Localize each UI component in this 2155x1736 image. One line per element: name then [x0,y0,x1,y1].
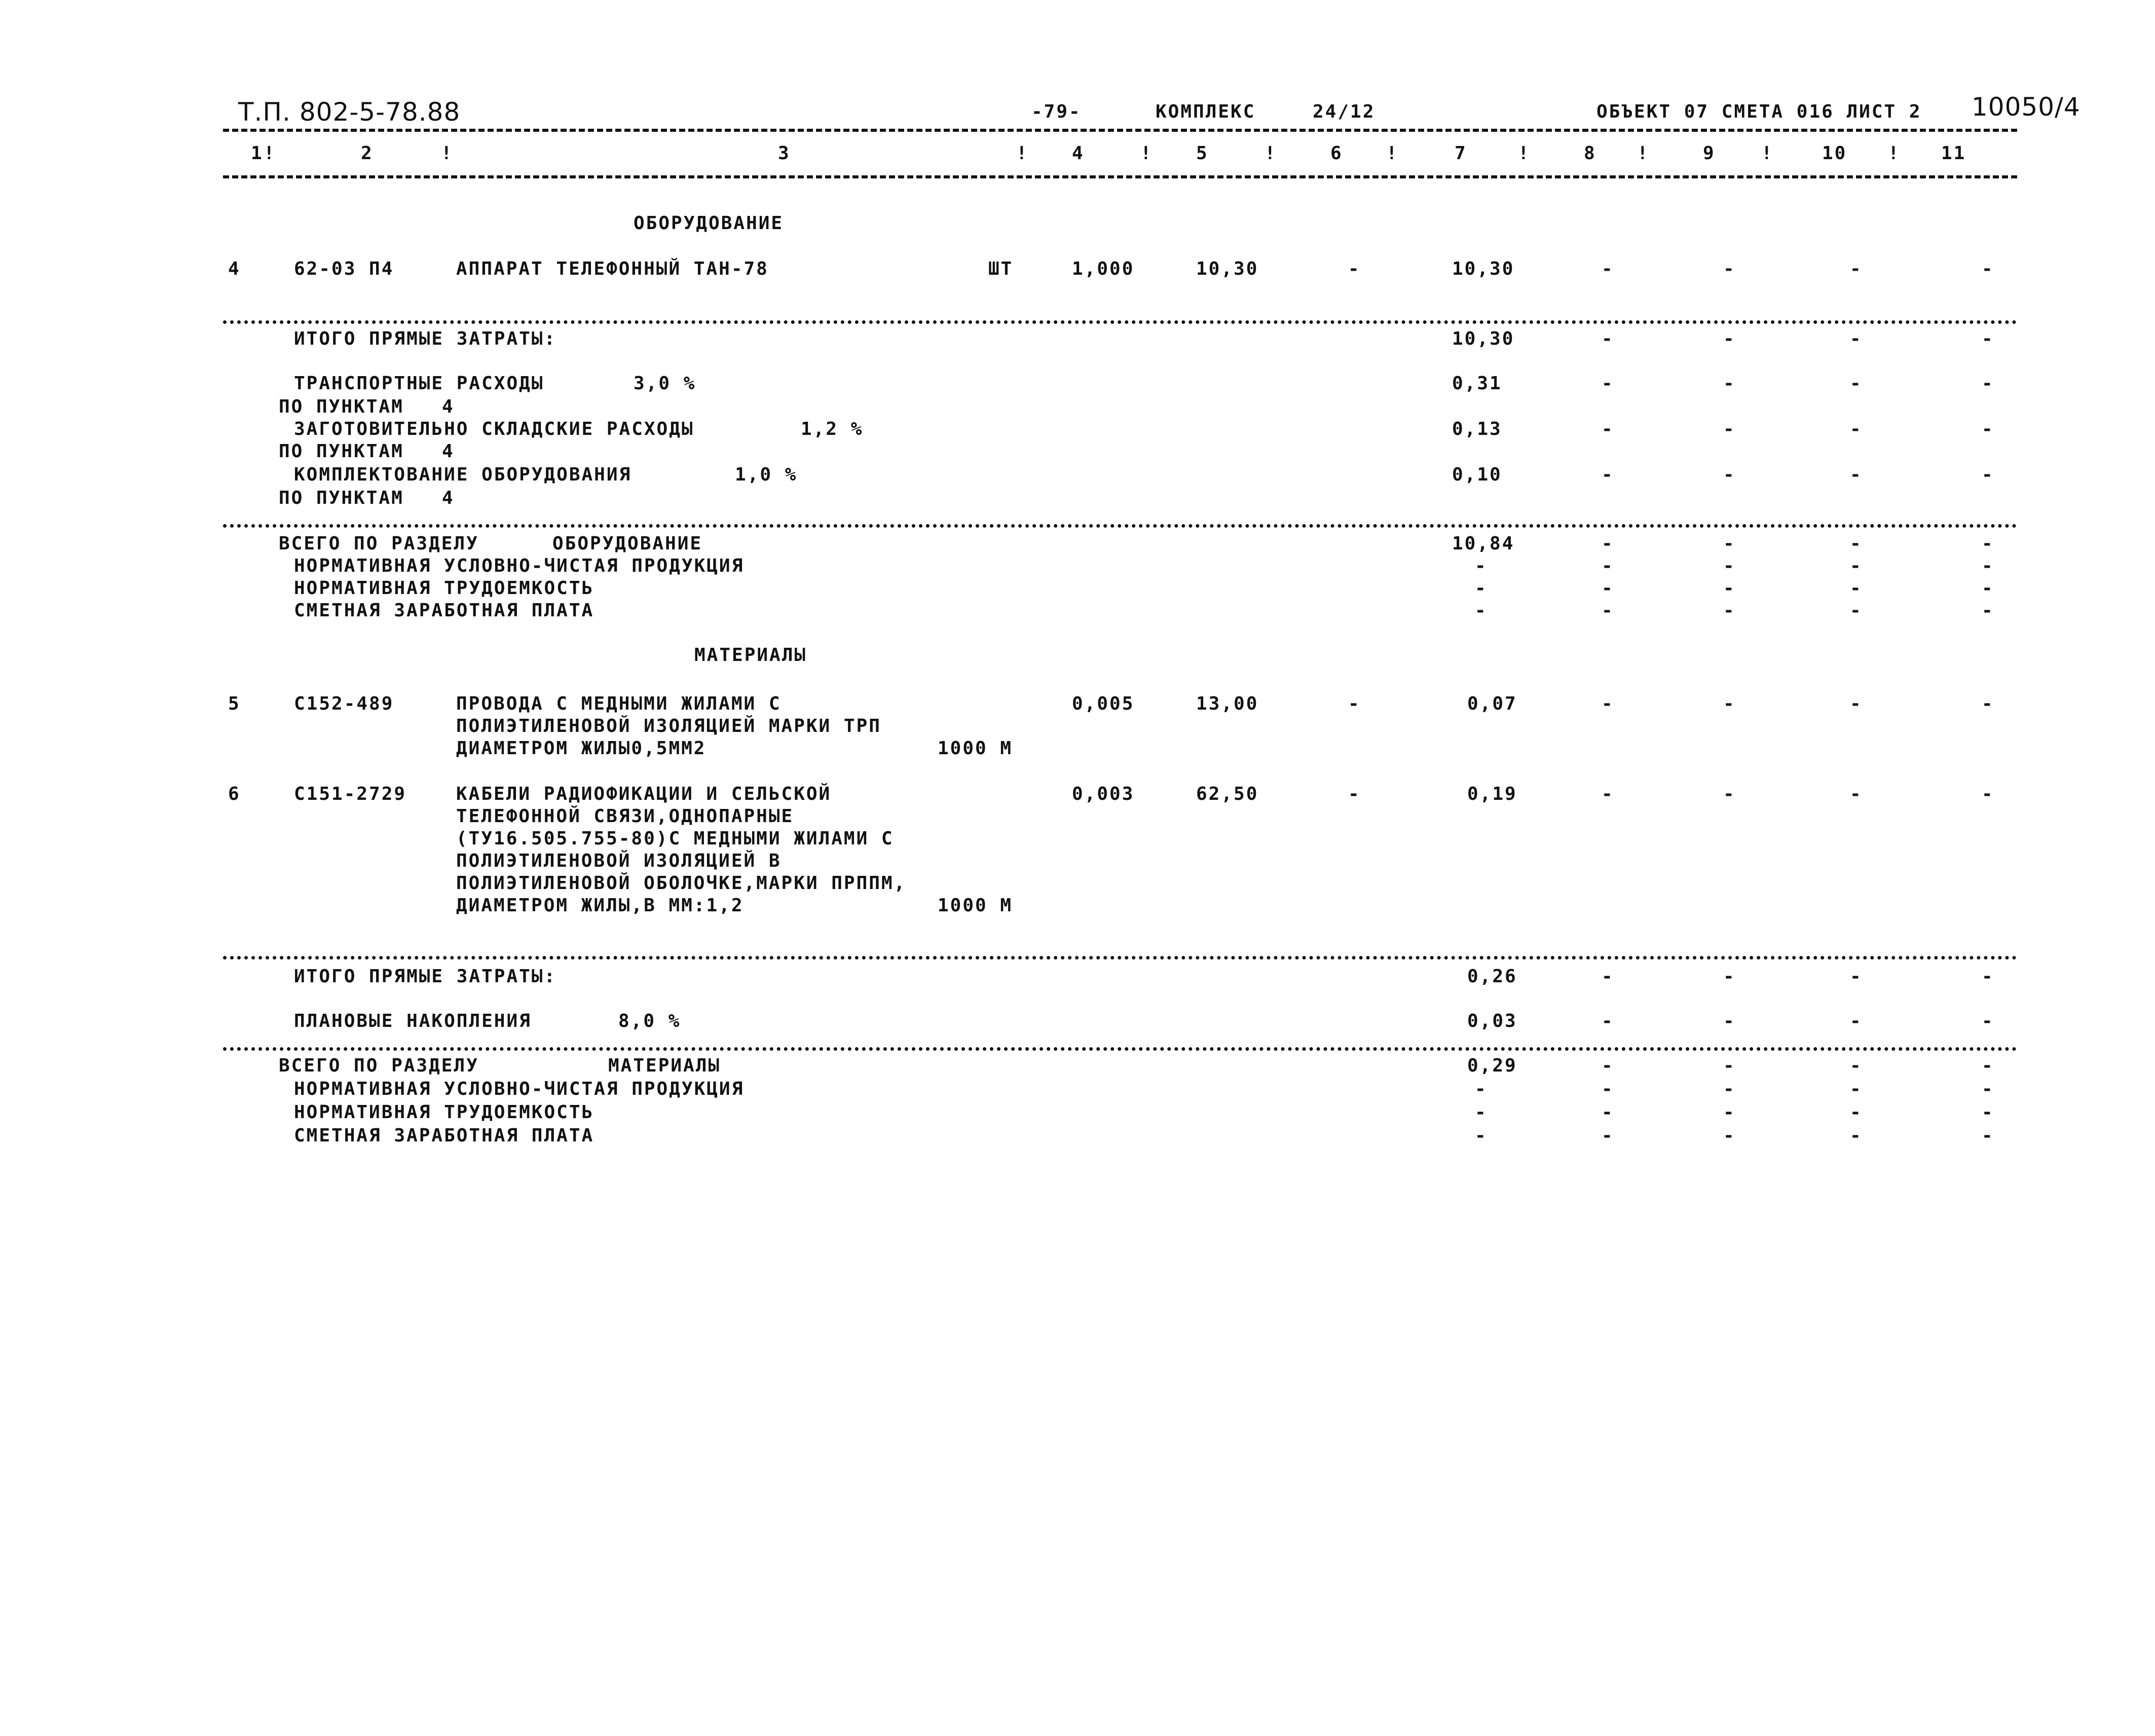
page-number: -79- [1031,101,1082,122]
row-col11: - [1982,258,1994,279]
col-num-4: 4 [1072,143,1085,164]
col-sep: ! [1761,143,1774,164]
row-code: С152-489 [294,693,394,714]
dash-cell: - [1850,373,1863,394]
dash-cell: - [1723,1102,1736,1123]
dash-cell: - [1850,1011,1863,1031]
materials-salary: СМЕТНАЯ ЗАРАБОТНАЯ ПЛАТА [294,1125,595,1146]
dotted-rule [223,1047,2017,1051]
row-total: 10,30 [1452,258,1515,279]
col-sep: ! [1637,143,1650,164]
dash-cell: - [1602,1055,1614,1076]
col-sep: ! [1518,143,1531,164]
header-rule-bottom [223,175,2017,178]
equipment-salary: СМЕТНАЯ ЗАРАБОТНАЯ ПЛАТА [294,600,595,621]
by-items-value: 4 [442,441,455,462]
dash-cell: - [1475,1125,1488,1146]
materials-section-total-value: 0,29 [1467,1055,1517,1076]
planned-value: 0,03 [1467,1011,1517,1031]
dash-cell: - [1602,328,1614,349]
row-qty: 0,003 [1072,784,1135,804]
dash-cell: - [1723,1011,1736,1031]
dash-cell: - [1475,1079,1488,1099]
row-name-line: (ТУ16.505.755-80)С МЕДНЫМИ ЖИЛАМИ С [456,828,894,849]
row-unit: 1000 М [938,895,1013,916]
by-items-label: ПО ПУНКТАМ [279,441,404,462]
dash-cell: - [1602,1079,1614,1099]
row-num: 5 [228,693,241,714]
dash-cell: - [1982,373,1994,394]
row-col10: - [1850,258,1863,279]
dash-cell: - [1723,464,1736,485]
transport-label: ТРАНСПОРТНЫЕ РАСХОДЫ [294,373,544,394]
dash-cell: - [1602,578,1614,599]
dash-cell: - [1850,1125,1863,1146]
procurement-pct: 1,2 % [801,419,864,439]
kit-label: КОМПЛЕКТОВАНИЕ ОБОРУДОВАНИЯ [294,464,632,485]
row-col6: - [1348,693,1361,714]
row-price: 10,30 [1196,258,1259,279]
col-num-11: 11 [1941,143,1966,164]
dash-cell: - [1475,578,1488,599]
dash-cell: - [1723,1125,1736,1146]
dash-cell: - [1475,556,1488,576]
dash-cell: - [1982,966,1994,987]
dash-cell: - [1602,966,1614,987]
dash-cell: - [1850,419,1863,439]
col-sep: ! [1265,143,1277,164]
dash-cell: - [1982,533,1994,554]
dash-cell: - [1602,373,1614,394]
kit-value: 0,10 [1452,464,1502,485]
row-col11: - [1982,784,1994,804]
by-items-value: 4 [442,396,455,417]
dash-cell: - [1723,373,1736,394]
materials-normative-labor: НОРМАТИВНАЯ ТРУДОЕМКОСТЬ [294,1102,595,1123]
dash-cell: - [1475,600,1488,621]
materials-normative-product: НОРМАТИВНАЯ УСЛОВНО-ЧИСТАЯ ПРОДУКЦИЯ [294,1079,745,1099]
row-name-line: ДИАМЕТРОМ ЖИЛЫ,В ММ:1,2 [456,895,744,916]
dash-cell: - [1850,578,1863,599]
col-num-7: 7 [1455,143,1467,164]
dash-cell: - [1850,556,1863,576]
equipment-direct-costs-label: ИТОГО ПРЯМЫЕ ЗАТРАТЫ: [294,328,557,349]
materials-direct-costs-label: ИТОГО ПРЯМЫЕ ЗАТРАТЫ: [294,966,557,987]
materials-direct-costs-value: 0,26 [1467,966,1517,987]
dash-cell: - [1982,328,1994,349]
by-items-label: ПО ПУНКТАМ [279,396,404,417]
dash-cell: - [1982,464,1994,485]
row-col8: - [1602,693,1614,714]
col-num-5: 5 [1196,143,1209,164]
dash-cell: - [1723,1055,1736,1076]
dash-cell: - [1723,328,1736,349]
row-code: С151-2729 [294,784,407,804]
col-num-3: 3 [778,143,791,164]
col-sep: ! [1016,143,1029,164]
dash-cell: - [1850,464,1863,485]
dash-cell: - [1475,1102,1488,1123]
dash-cell: - [1850,328,1863,349]
dash-cell: - [1850,1079,1863,1099]
row-qty: 1,000 [1072,258,1135,279]
dash-cell: - [1723,533,1736,554]
col-num-9: 9 [1703,143,1716,164]
complex-label: КОМПЛЕКС [1156,101,1256,122]
row-col6: - [1348,784,1361,804]
col-num-1: 1 [251,143,264,164]
dotted-rule [223,524,2017,528]
section-title-equipment: ОБОРУДОВАНИЕ [634,213,784,234]
equipment-section-total-name: ОБОРУДОВАНИЕ [552,533,703,554]
dash-cell: - [1850,966,1863,987]
col-sep: ! [1888,143,1901,164]
row-name-line: ПОЛИЭТИЛЕНОВОЙ ИЗОЛЯЦИЕЙ МАРКИ ТРП [456,716,881,736]
row-col9: - [1723,693,1736,714]
row-name-line: ПРОВОДА С МЕДНЫМИ ЖИЛАМИ С [456,693,782,714]
row-unit: 1000 М [938,738,1013,759]
equipment-normative-labor: НОРМАТИВНАЯ ТРУДОЕМКОСТЬ [294,578,595,599]
section-title-materials: МАТЕРИАЛЫ [694,645,807,666]
equipment-section-total-value: 10,84 [1452,533,1515,554]
row-unit: ШТ [988,258,1014,279]
equipment-normative-product: НОРМАТИВНАЯ УСЛОВНО-ЧИСТАЯ ПРОДУКЦИЯ [294,556,745,576]
materials-section-total-label: ВСЕГО ПО РАЗДЕЛУ [279,1055,479,1076]
dash-cell: - [1602,600,1614,621]
dash-cell: - [1982,419,1994,439]
planned-pct: 8,0 % [618,1011,681,1031]
row-num: 6 [228,784,241,804]
procurement-value: 0,13 [1452,419,1502,439]
row-col9: - [1723,258,1736,279]
dash-cell: - [1602,1011,1614,1031]
dash-cell: - [1723,419,1736,439]
col-num-2: 2 [361,143,374,164]
dash-cell: - [1982,600,1994,621]
planned-label: ПЛАНОВЫЕ НАКОПЛЕНИЯ [294,1011,532,1031]
doc-code: Т.П. 802-5-78.88 [238,97,461,127]
object-info: ОБЪЕКТ 07 СМЕТА 016 ЛИСТ 2 [1596,101,1922,122]
kit-pct: 1,0 % [735,464,798,485]
row-total: 0,19 [1467,784,1517,804]
row-name: АППАРАТ ТЕЛЕФОННЫЙ ТАН-78 [456,258,769,279]
dash-cell: - [1982,1079,1994,1099]
dash-cell: - [1982,578,1994,599]
dash-cell: - [1602,1102,1614,1123]
col-sep: ! [1140,143,1153,164]
transport-pct: 3,0 % [634,373,696,394]
header-rule-top [223,129,2017,132]
dotted-rule [223,320,2017,324]
sheet-code: 10050/4 [1972,92,2080,122]
dash-cell: - [1982,1055,1994,1076]
row-col6: - [1348,258,1361,279]
col-sep: ! [1386,143,1399,164]
row-name-line: ТЕЛЕФОННОЙ СВЯЗИ,ОДНОПАРНЫЕ [456,806,794,827]
row-num: 4 [228,258,241,279]
equipment-direct-costs-value: 10,30 [1452,328,1515,349]
row-total: 0,07 [1467,693,1517,714]
dash-cell: - [1850,1102,1863,1123]
dash-cell: - [1850,1055,1863,1076]
row-name-line: ДИАМЕТРОМ ЖИЛЫ0,5ММ2 [456,738,707,759]
by-items-value: 4 [442,488,455,508]
dash-cell: - [1982,1102,1994,1123]
dash-cell: - [1723,578,1736,599]
dash-cell: - [1850,533,1863,554]
row-col10: - [1850,693,1863,714]
col-sep: ! [264,143,276,164]
by-items-label: ПО ПУНКТАМ [279,488,404,508]
dotted-rule [223,956,2017,959]
materials-section-total-name: МАТЕРИАЛЫ [608,1055,721,1076]
row-price: 62,50 [1196,784,1259,804]
dash-cell: - [1723,966,1736,987]
dash-cell: - [1723,600,1736,621]
col-num-10: 10 [1822,143,1847,164]
row-price: 13,00 [1196,693,1259,714]
row-col8: - [1602,784,1614,804]
complex-value: 24/12 [1313,101,1376,122]
equipment-section-total-label: ВСЕГО ПО РАЗДЕЛУ [279,533,479,554]
procurement-label: ЗАГОТОВИТЕЛЬНО СКЛАДСКИЕ РАСХОДЫ [294,419,694,439]
dash-cell: - [1602,1125,1614,1146]
dash-cell: - [1982,1011,1994,1031]
dash-cell: - [1602,533,1614,554]
dash-cell: - [1723,556,1736,576]
dash-cell: - [1982,1125,1994,1146]
row-name-line: ПОЛИЭТИЛЕНОВОЙ ИЗОЛЯЦИЕЙ В [456,851,782,871]
dash-cell: - [1850,600,1863,621]
row-qty: 0,005 [1072,693,1135,714]
col-num-8: 8 [1584,143,1596,164]
dash-cell: - [1602,464,1614,485]
row-col8: - [1602,258,1614,279]
dash-cell: - [1982,556,1994,576]
row-code: 62-03 П4 [294,258,394,279]
dash-cell: - [1723,1079,1736,1099]
row-col10: - [1850,784,1863,804]
row-col11: - [1982,693,1994,714]
row-name-line: КАБЕЛИ РАДИОФИКАЦИИ И СЕЛЬСКОЙ [456,784,832,804]
dash-cell: - [1602,556,1614,576]
row-col9: - [1723,784,1736,804]
transport-value: 0,31 [1452,373,1502,394]
col-num-6: 6 [1330,143,1343,164]
dash-cell: - [1602,419,1614,439]
col-sep: ! [441,143,454,164]
row-name-line: ПОЛИЭТИЛЕНОВОЙ ОБОЛОЧКЕ,МАРКИ ПРППМ, [456,873,907,894]
